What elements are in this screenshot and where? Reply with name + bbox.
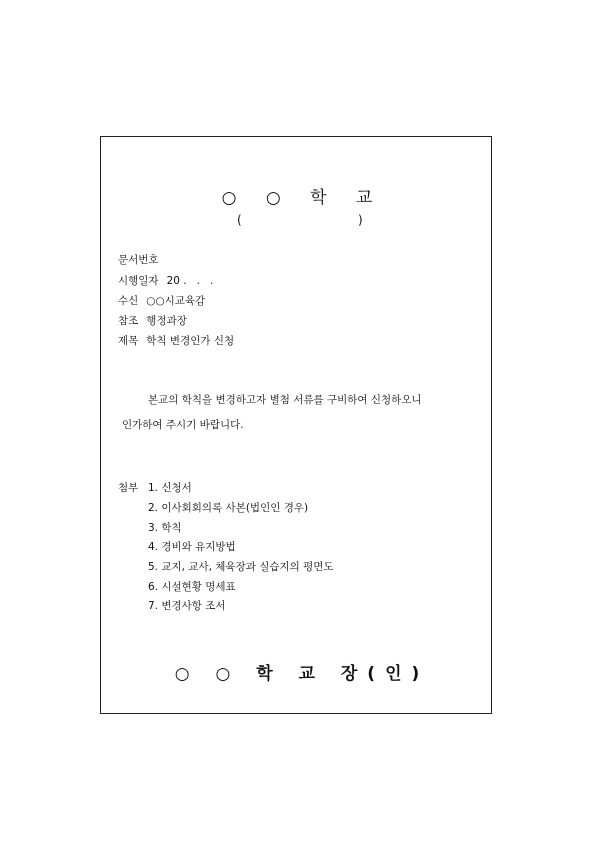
field-effective-date bbox=[118, 273, 213, 288]
body-line-2: 인가하여 주시기 바랍니다. bbox=[122, 419, 244, 431]
field-value: 학칙 변경인가 신청 bbox=[146, 335, 235, 347]
field-label: 문서번호 bbox=[118, 254, 159, 266]
field-label: 수신 bbox=[118, 295, 139, 307]
field-doc-number bbox=[118, 252, 167, 267]
signer-line: ○ ○ 학 교 장(인) bbox=[174, 664, 430, 684]
attachment-item: 2. 이사회회의록 사본(법인인 경우) bbox=[148, 502, 309, 514]
attachment-item: 5. 교지, 교사, 체육장과 실습지의 평면도 bbox=[148, 561, 334, 573]
field-label: 제목 bbox=[118, 335, 139, 347]
document-title: ○ ○ 학 교 bbox=[221, 188, 385, 208]
field-label: 참조 bbox=[118, 315, 139, 327]
attachment-item: 3. 학칙 bbox=[148, 522, 182, 534]
field-label: 시행일자 bbox=[118, 275, 159, 287]
field-value: ○○시교육감 bbox=[146, 295, 206, 307]
attachment-item: 7. 변경사항 조서 bbox=[148, 600, 226, 612]
field-reference bbox=[118, 313, 187, 328]
field-subject bbox=[118, 333, 234, 348]
attachment-item: 6. 시설현황 명세표 bbox=[148, 581, 236, 593]
subtitle-open-paren: ( bbox=[237, 213, 242, 227]
document-frame bbox=[100, 136, 492, 714]
field-recipient bbox=[118, 293, 205, 308]
subtitle-close-paren: ) bbox=[358, 213, 363, 227]
body-line-1: 본교의 학칙을 변경하고자 별첨 서류를 구비하여 신청하오니 bbox=[148, 394, 422, 406]
attachment-item: 1. 신청서 bbox=[148, 482, 192, 494]
attachments-label: 첨부 bbox=[118, 482, 139, 494]
field-value: 행정과장 bbox=[146, 315, 187, 327]
field-value: 20 . . . bbox=[166, 275, 214, 287]
attachment-item: 4. 경비와 유지방법 bbox=[148, 541, 236, 553]
